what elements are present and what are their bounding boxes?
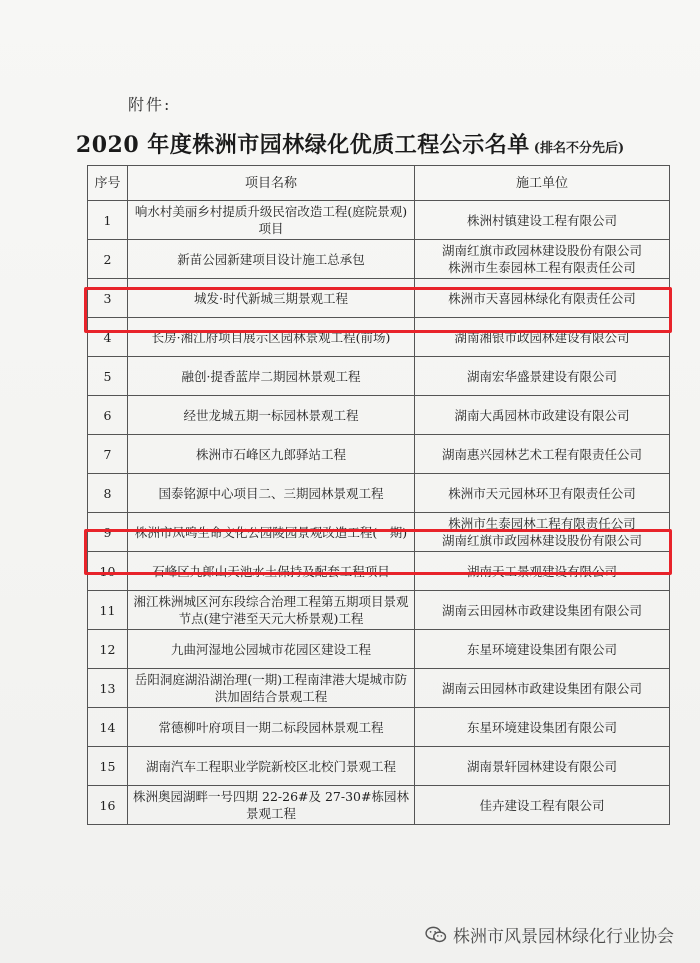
construction-unit bbox=[415, 318, 670, 357]
row-number: 1 bbox=[88, 201, 128, 240]
unit-name: 佳卉建设工程有限公司 bbox=[479, 797, 605, 813]
row-number: 11 bbox=[88, 591, 128, 630]
row-number: 10 bbox=[88, 552, 128, 591]
project-name: 湘江株洲城区河东段综合治理工程第五期项目景观节点(建宁港至天元大桥景观)工程 bbox=[128, 591, 415, 630]
table-row bbox=[88, 201, 670, 240]
construction-unit bbox=[415, 396, 670, 435]
construction-unit bbox=[415, 435, 670, 474]
row-number: 16 bbox=[88, 786, 128, 825]
table-row bbox=[88, 357, 670, 396]
award-table bbox=[87, 165, 670, 825]
unit-name: 株洲市生泰园林工程有限责任公司 bbox=[448, 516, 636, 531]
construction-unit bbox=[415, 747, 670, 786]
watermark bbox=[425, 922, 674, 947]
unit-name: 湖南红旗市政园林建设股份有限公司 bbox=[441, 533, 642, 548]
construction-unit bbox=[415, 474, 670, 513]
unit-name: 湖南宏华盛景建设有限公司 bbox=[466, 368, 617, 384]
construction-unit bbox=[415, 552, 670, 591]
project-name: 长房·湘江府项目展示区园林景观工程(前场) bbox=[128, 318, 415, 357]
unit-name: 湖南红旗市政园林建设股份有限公司 bbox=[441, 243, 642, 258]
construction-unit bbox=[415, 513, 670, 552]
project-name: 国泰铭源中心项目二、三期园林景观工程 bbox=[128, 474, 415, 513]
project-name: 岳阳洞庭湖沿湖治理(一期)工程南津港大堤城市防洪加固结合景观工程 bbox=[128, 669, 415, 708]
table-row bbox=[88, 318, 670, 357]
row-number: 12 bbox=[88, 630, 128, 669]
table-row bbox=[88, 552, 670, 591]
row-number: 3 bbox=[88, 279, 128, 318]
unit-name: 湖南天工景观建设有限公司 bbox=[466, 563, 617, 579]
unit-name: 株洲村镇建设工程有限公司 bbox=[466, 212, 617, 228]
unit-name: 东星环境建设集团有限公司 bbox=[466, 719, 617, 735]
construction-unit bbox=[415, 669, 670, 708]
table-row bbox=[88, 786, 670, 825]
project-name: 株洲市石峰区九郎驿站工程 bbox=[128, 435, 415, 474]
unit-name: 株洲市天喜园林绿化有限责任公司 bbox=[448, 290, 636, 306]
page-title: 2020 年度株洲市园林绿化优质工程公示名单 bbox=[75, 132, 530, 158]
project-name: 新苗公园新建项目设计施工总承包 bbox=[128, 240, 415, 279]
table-row bbox=[88, 279, 670, 318]
construction-unit bbox=[415, 708, 670, 747]
title-block bbox=[0, 128, 700, 159]
project-name: 石峰区九郎山天池水土保持及配套工程项目 bbox=[128, 552, 415, 591]
project-name: 株洲奥园湖畔一号四期 22-26#及 27-30#栋园林景观工程 bbox=[128, 786, 415, 825]
unit-name: 株洲市天元园林环卫有限责任公司 bbox=[448, 485, 636, 501]
row-number: 15 bbox=[88, 747, 128, 786]
row-number: 2 bbox=[88, 240, 128, 279]
header-no: 序号 bbox=[88, 166, 128, 201]
project-name: 响水村美丽乡村提质升级民宿改造工程(庭院景观)项目 bbox=[128, 201, 415, 240]
table-row bbox=[88, 630, 670, 669]
project-name: 经世龙城五期一标园林景观工程 bbox=[128, 396, 415, 435]
unit-name: 湖南云田园林市政建设集团有限公司 bbox=[441, 602, 642, 618]
unit-name: 湖南云田园林市政建设集团有限公司 bbox=[441, 680, 642, 696]
table-row bbox=[88, 708, 670, 747]
construction-unit bbox=[415, 591, 670, 630]
page-subtitle: (排名不分先后) bbox=[533, 141, 625, 156]
project-name: 九曲河湿地公园城市花园区建设工程 bbox=[128, 630, 415, 669]
attachment-label: 附件: bbox=[128, 95, 172, 114]
row-number: 8 bbox=[88, 474, 128, 513]
row-number: 13 bbox=[88, 669, 128, 708]
table-header-row bbox=[88, 166, 670, 201]
unit-name: 东星环境建设集团有限公司 bbox=[466, 641, 617, 657]
unit-name: 湖南景轩园林建设有限公司 bbox=[466, 758, 617, 774]
table-row bbox=[88, 435, 670, 474]
wechat-icon bbox=[425, 926, 447, 944]
row-number: 9 bbox=[88, 513, 128, 552]
table-row bbox=[88, 669, 670, 708]
table-row bbox=[88, 396, 670, 435]
row-number: 7 bbox=[88, 435, 128, 474]
construction-unit bbox=[415, 357, 670, 396]
project-name: 湖南汽车工程职业学院新校区北校门景观工程 bbox=[128, 747, 415, 786]
project-name: 常德柳叶府项目一期二标段园林景观工程 bbox=[128, 708, 415, 747]
project-name: 株洲市凤鸣生命文化公园陵园景观改造工程(一期) bbox=[128, 513, 415, 552]
table-row bbox=[88, 591, 670, 630]
table-row bbox=[88, 513, 670, 552]
construction-unit bbox=[415, 786, 670, 825]
row-number: 14 bbox=[88, 708, 128, 747]
watermark-text: 株洲市风景园林绿化行业协会 bbox=[453, 927, 674, 947]
header-project: 项目名称 bbox=[128, 166, 415, 201]
table-row bbox=[88, 747, 670, 786]
row-number: 4 bbox=[88, 318, 128, 357]
unit-name: 湖南大禹园林市政建设有限公司 bbox=[454, 407, 630, 423]
table-row bbox=[88, 474, 670, 513]
header-unit: 施工单位 bbox=[415, 166, 670, 201]
construction-unit bbox=[415, 279, 670, 318]
unit-name: 湖南惠兴园林艺术工程有限责任公司 bbox=[441, 446, 642, 462]
project-name: 城发·时代新城三期景观工程 bbox=[128, 279, 415, 318]
table-body bbox=[88, 201, 670, 825]
unit-name: 株洲市生泰园林工程有限责任公司 bbox=[448, 260, 636, 275]
unit-name: 湖南湘银市政园林建设有限公司 bbox=[454, 329, 630, 345]
construction-unit bbox=[415, 201, 670, 240]
project-name: 融创·提香蓝岸二期园林景观工程 bbox=[128, 357, 415, 396]
construction-unit bbox=[415, 240, 670, 279]
row-number: 6 bbox=[88, 396, 128, 435]
row-number: 5 bbox=[88, 357, 128, 396]
table-row bbox=[88, 240, 670, 279]
construction-unit bbox=[415, 630, 670, 669]
